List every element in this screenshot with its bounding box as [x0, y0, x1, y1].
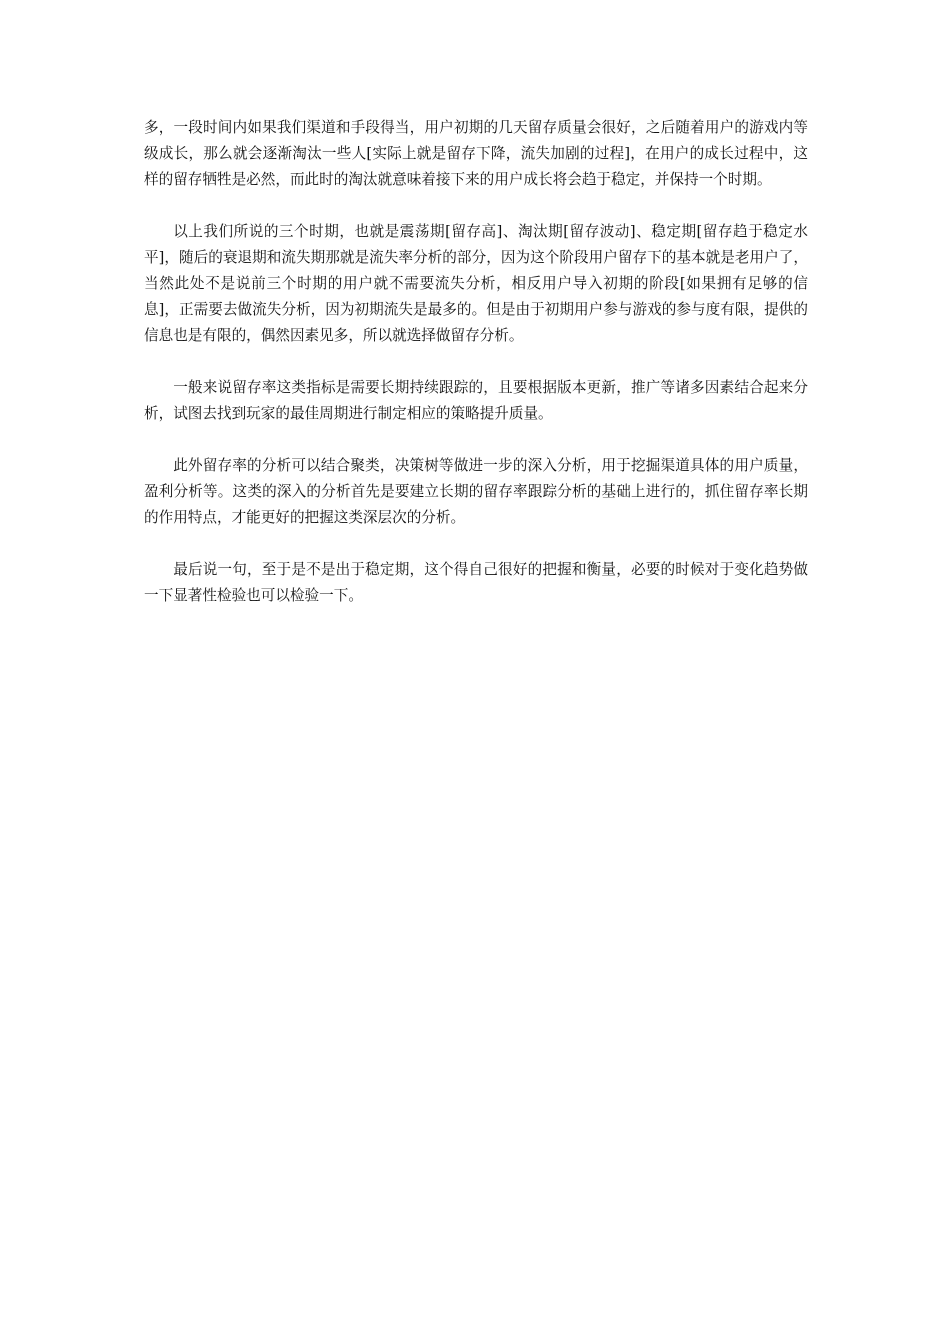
paragraph-3: 一般来说留存率这类指标是需要长期持续跟踪的，且要根据版本更新，推广等诸多因素结合起来分析，试图去找到玩家的最佳周期进行制定相应的策略提升质量。: [144, 379, 808, 422]
paragraph-4: 此外留存率的分析可以结合聚类，决策树等做进一步的深入分析，用于挖掘渠道具体的用户质量，盈利分析等。这类的深入的分析首先是要建立长期的留存率跟踪分析的基础上进行的，抓住留存率长期的作用特点，才能更好的把握这类深层次的分析。: [144, 457, 808, 526]
paragraph-5: 最后说一句，至于是不是出于稳定期，这个得自己很好的把握和衡量，必要的时候对于变化趋势做一下显著性检验也可以检验一下。: [144, 561, 808, 604]
paragraph-1: 多，一段时间内如果我们渠道和手段得当，用户初期的几天留存质量会很好，之后随着用户的游戏内等级成长，那么就会逐渐淘汰一些人[实际上就是留存下降，流失加剧的过程]，在用户的成长过程中，这样的留存牺牲是必然，而此时的淘汰就意味着接下来的用户成长将会趋于稳定，并保持一个时期。: [144, 119, 808, 188]
paragraph-2: 以上我们所说的三个时期，也就是震荡期[留存高]、淘汰期[留存波动]、稳定期[留存趋于稳定水平]，随后的衰退期和流失期那就是流失率分析的部分，因为这个阶段用户留存下的基本就是老用户了，当然此处不是说前三个时期的用户就不需要流失分析，相反用户导入初期的阶段[如果拥有足够的信息]，正需要去做流失分析，因为初期流失是最多的。但是由于初期用户参与游戏的参与度有限，提供的信息也是有限的，偶然因素见多，所以就选择做留存分析。: [144, 223, 808, 344]
document-body: [144, 115, 808, 635]
